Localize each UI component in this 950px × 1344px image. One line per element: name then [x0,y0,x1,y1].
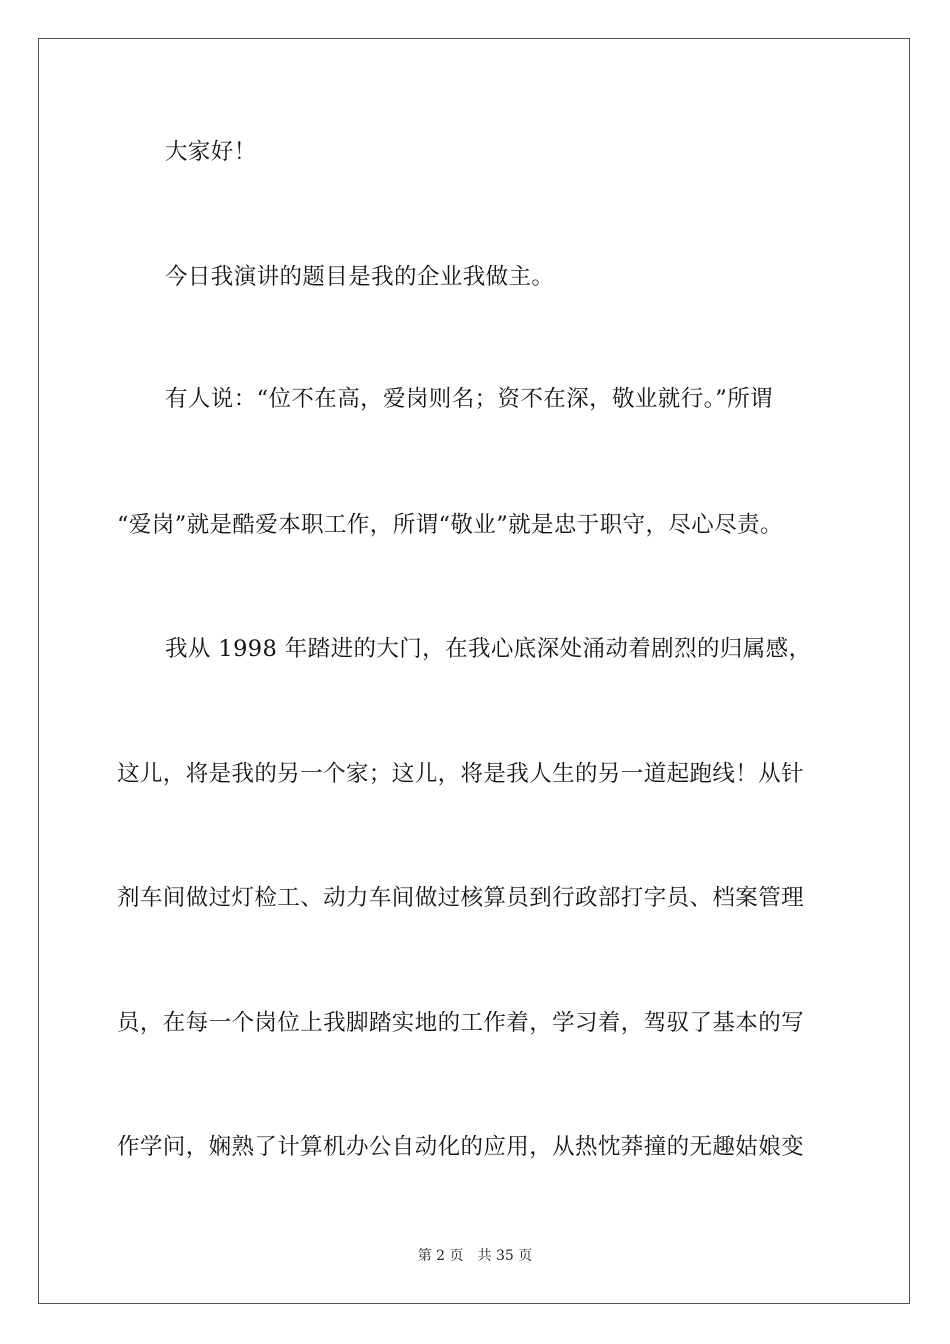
text-line: “爱岗”就是酷爱本职工作，所谓“敬业”就是忠于职守，尽心尽责。 [117,512,783,538]
page-number: 第 2 页 [417,1248,464,1264]
text-line: 这儿，将是我的另一个家；这儿，将是我人生的另一道起跑线！从针 [117,761,805,787]
text-line: 我从 1998 年踏进的大门，在我心底深处涌动着剧烈的归属感， [165,636,812,662]
text-line: 员，在每一个岗位上我脚踏实地的工作着，学习着，驾驭了基本的写 [117,1010,805,1036]
text-line: 大家好！ [165,139,257,165]
page-footer [0,1247,950,1265]
text-line: 作学问，娴熟了计算机办公自动化的应用，从热忱莽撞的无趣姑娘变 [117,1134,805,1160]
text-line: 有人说：“位不在高，爱岗则名；资不在深，敬业就行。”所谓 [165,386,773,412]
page-total: 共 35 页 [477,1248,533,1264]
page-border [38,38,910,1304]
text-line: 剂车间做过灯检工、动力车间做过核算员到行政部打字员、档案管理 [117,885,805,911]
text-line: 今日我演讲的题目是我的企业我做主。 [165,264,555,290]
